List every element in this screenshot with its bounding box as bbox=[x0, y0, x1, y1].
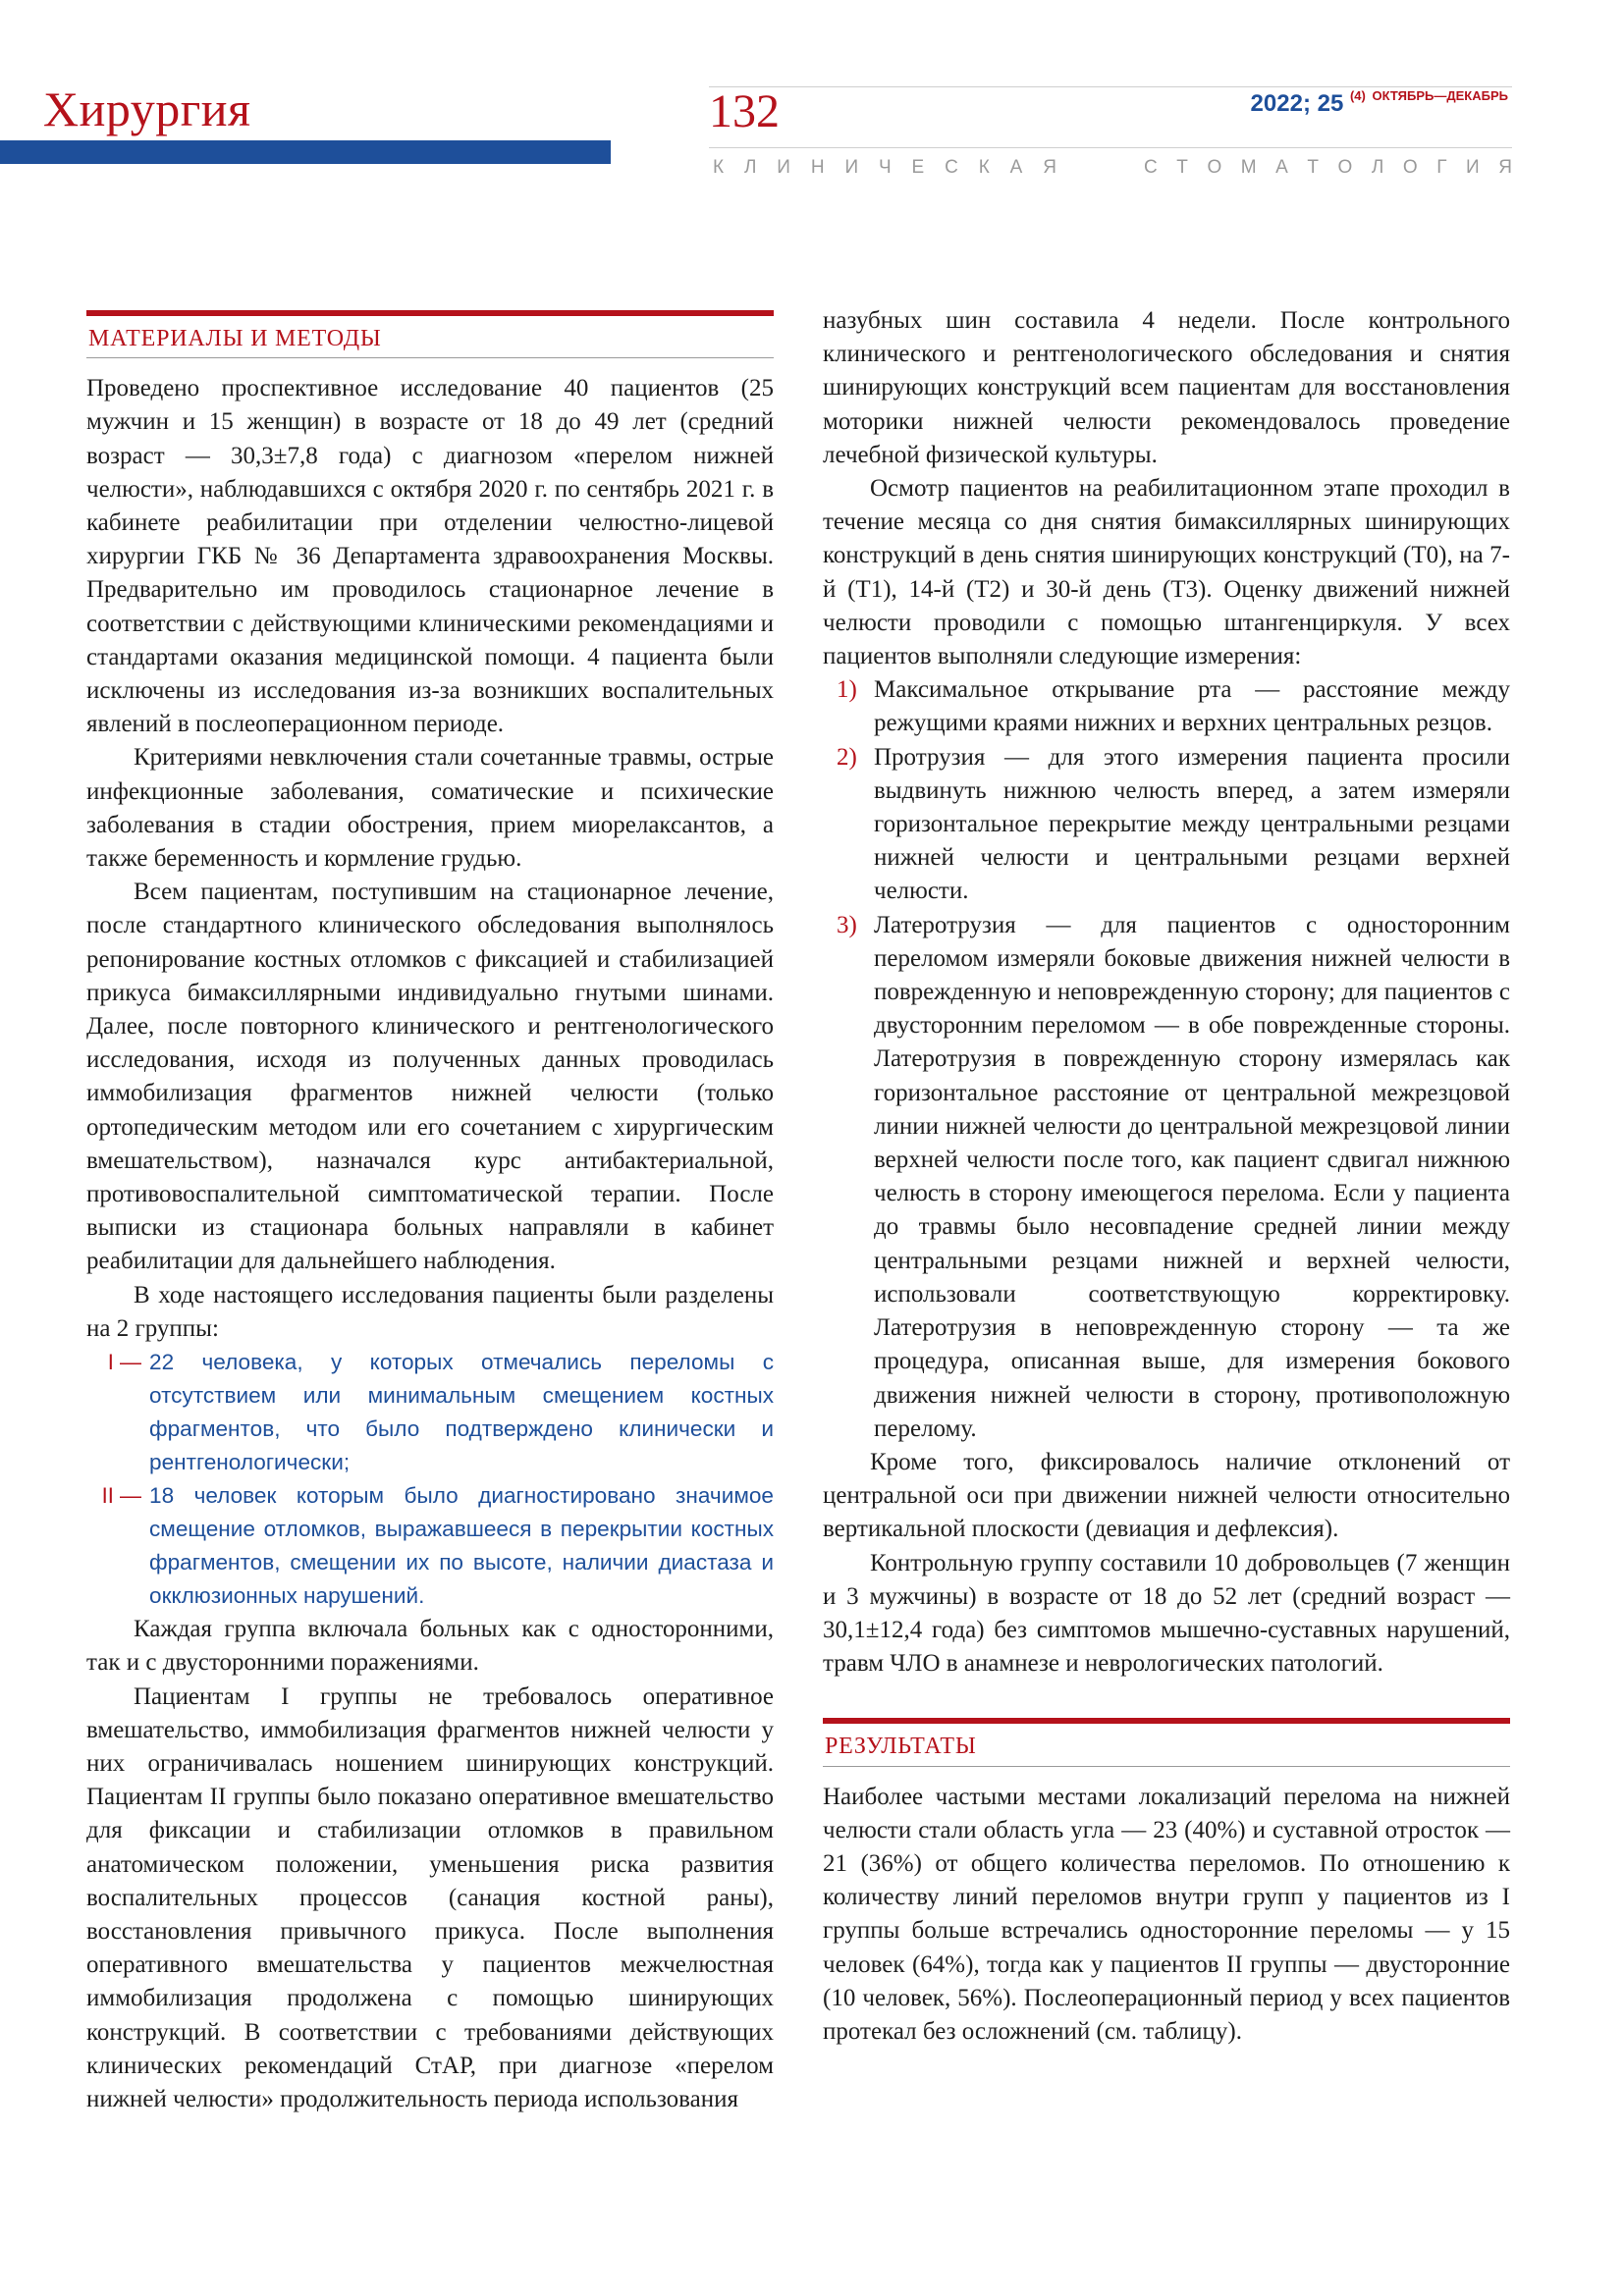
journal-letter: Л bbox=[743, 157, 757, 178]
group-number: II — bbox=[101, 1483, 141, 1509]
paragraph: Контрольную группу составили 10 добровольцев (7 женщин и 3 мужчины) в возрасте от 18 до 52 лет (средний возраст — 30,1±12,4 года) без симптомов мышечно-суставных нарушений, травм ЧЛО в анамнезе и неврологических патологий. bbox=[823, 1549, 1510, 1678]
journal-letter: О bbox=[1207, 157, 1222, 178]
journal-letter: О bbox=[1337, 157, 1353, 178]
journal-letter: И bbox=[1466, 157, 1480, 178]
paragraph: Каждая группа включала больных как с односторонними, так и с двусторонними поражениями. bbox=[86, 1616, 774, 1677]
issue-info bbox=[1251, 90, 1508, 118]
paragraph: Критериями невключения стали сочетанные травмы, острые инфекционные заболевания, соматические и психические заболевания в стадии обострения, прием миорелаксантов, а также беременность и кормление грудью. bbox=[86, 744, 774, 873]
results-section-header bbox=[823, 1718, 1510, 1766]
section-color-bar bbox=[0, 140, 611, 164]
journal-letter: Т bbox=[1307, 157, 1319, 178]
methods-heading: МАТЕРИАЛЫ И МЕТОДЫ bbox=[88, 326, 382, 351]
journal-letter: К bbox=[713, 157, 725, 178]
section-title: Хирургия bbox=[43, 81, 251, 136]
group-item bbox=[86, 1346, 774, 1479]
journal-letter: А bbox=[1009, 157, 1023, 178]
journal-letter: Л bbox=[1371, 157, 1384, 178]
paragraph: Наиболее частыми местами локализаций перелома на нижней челюсти стали область угла — 23 (40%) и суставной отросток — 21 (36%) от общего количества переломов. По отношению к количеству линий переломов внутри групп у пациентов из I группы больше встречались односторонние переломы — у 15 человек (64%), тогда как у пациентов II группы — двусторонние (10 человек, 56%). Послеоперационный период у всех пациентов протекал без осложнений (см. таблицу). bbox=[823, 1783, 1510, 2045]
issue-year-volume: 2022; 25 bbox=[1250, 90, 1344, 117]
paragraph: назубных шин составила 4 недели. После контрольного клинического и рентгенологического обследования и снятия шинирующих конструкций всем пациентам для восстановления моторики нижней челюсти рекомендовалось проведение лечебной физической культуры. bbox=[823, 307, 1510, 468]
paragraph: Пациентам I группы не требовалось оперативное вмешательство, иммобилизация фрагментов нижней челюсти у них ограничивалась ношением шинирующих конструкций. Пациентам II группы было показано оперативное вмешательство для фиксации и стабилизации отломков в правильном анатомическом положении, уменьшения риска развития воспалительных процессов (санация костной раны), восстановления привычного прикуса. После выполнения оперативного вмешательства у пациентов межчелюстная иммобилизация продолжена с помощью шинирующих конструкций. В соответствии с требованиями действующих клинических рекомендаций СтАР, при диагнозе «перелом нижней челюсти» продолжительность периода использования bbox=[86, 1682, 774, 2112]
header-rule-bottom bbox=[709, 147, 1512, 148]
measurement-item bbox=[823, 673, 1510, 740]
journal-letter: М bbox=[1240, 157, 1257, 178]
journal-letter: С bbox=[945, 157, 958, 178]
measurement-item bbox=[823, 909, 1510, 1446]
journal-letter: Е bbox=[911, 157, 925, 178]
journal-letter: Ч bbox=[878, 157, 892, 178]
measurement-text: Максимальное открывание рта — расстояние между режущими краями нижних и верхних центральных резцов. bbox=[874, 676, 1510, 737]
left-column bbox=[86, 310, 774, 2116]
journal-letter: Н bbox=[810, 157, 825, 178]
page-number: 132 bbox=[709, 85, 780, 137]
journal-letter: Г bbox=[1436, 157, 1447, 178]
journal-letter: И bbox=[777, 157, 790, 178]
issue-number: (4) bbox=[1349, 88, 1366, 103]
issue-period: ОКТЯБРЬ—ДЕКАБРЬ bbox=[1372, 88, 1508, 103]
section-rule-bottom bbox=[823, 1766, 1510, 1767]
methods-section-header bbox=[86, 310, 774, 358]
header-rule-top bbox=[709, 86, 1512, 87]
journal-word-1 bbox=[713, 157, 1056, 179]
measurement-text: Латеротрузия — для пациентов с односторонним переломом измеряли боковые движения нижней челюсти в поврежденную и неповрежденную сторону; для пациентов с двусторонним переломом — в обе поврежденные стороны. Латеротрузия в поврежденную сторону измерялась как горизонтальное расстояние от центральной межрезцовой линии нижней челюсти до центральной межрезцовой линии верхней челюсти после того, как пациент сдвигал нижнюю челюсть в сторону имеющегося перелома. Если у пациента до травмы было несовпадение средней линии между центральными резцами нижней и верхней челюсти, использовали соответствующую корректировку. Латеротрузия в неповрежденную сторону — та же процедура, описанная выше, для измерения бокового движения нижней челюсти в сторону, противоположную перелому. bbox=[874, 911, 1510, 1442]
measurement-item bbox=[823, 741, 1510, 909]
journal-letter: К bbox=[978, 157, 990, 178]
group-number: I — bbox=[107, 1350, 141, 1375]
paragraph: Всем пациентам, поступившим на стационарное лечение, после стандартного клинического обследования выполнялось репонирование костных отломков с фиксацией и стабилизацией прикуса бимаксиллярными индивидуально гнутыми шинами. Далее, после повторного клинического и рентгенологического исследования, исходя из полученных данных проводилась иммобилизация фрагментов нижней челюсти (только ортопедическим методом или его сочетанием с хирургическим вмешательством), назначался курс антибактериальной, противовоспалительной симптоматической терапии. После выписки из стационара больных направляли в кабинет реабилитации для дальнейшего наблюдения. bbox=[86, 879, 774, 1275]
results-heading: РЕЗУЛЬТАТЫ bbox=[825, 1734, 977, 1760]
measurement-text: Протрузия — для этого измерения пациента просили выдвинуть нижнюю челюсть вперед, а затем измеряли горизонтальное перекрытие между центральными резцами нижней челюсти и центральными резцами верхней челюсти. bbox=[874, 743, 1510, 905]
group-item bbox=[86, 1479, 774, 1613]
journal-letter: Я bbox=[1043, 157, 1056, 178]
group-text: 18 человек которым было диагностировано значимое смещение отломков, выражавшееся в перекрытии костных фрагментов, смещении их по высоте, наличии диастаза и окклюзионных нарушений. bbox=[149, 1483, 774, 1609]
journal-letter: И bbox=[844, 157, 859, 178]
measurement-number: 2) bbox=[837, 743, 857, 771]
paragraph: Осмотр пациентов на реабилитационном этапе проходил в течение месяца со дня снятия бимаксиллярных шинирующих конструкций в день снятия шинирующих конструкций (T0), на 7-й (T1), 14-й (T2) и 30-й день (T3). Оценку движений нижней челюсти проводили с помощью штангенциркуля. У всех пациентов выполняли следующие измерения: bbox=[823, 475, 1510, 670]
journal-word-2 bbox=[1144, 157, 1512, 179]
journal-letter: А bbox=[1275, 157, 1288, 178]
measurement-number: 3) bbox=[837, 911, 857, 938]
paragraph: Проведено проспективное исследование 40 пациентов (25 мужчин и 15 женщин) в возрасте от 18 до 49 лет (средний возраст — 30,3±7,8 года) с диагнозом «перелом нижней челюсти», наблюдавшихся с октября 2020 г. по сентябрь 2021 г. в кабинете реабилитации при отделении челюстно-лицевой хирургии ГКБ № 36 Департамента здравоохранения Москвы. Предварительно им проводилось стационарное лечение в соответствии с действующими клиническими рекомендациями и стандартами оказания медицинской помощи. 4 пациента были исключены из исследования из-за возникших воспалительных явлений в послеоперационном периоде. bbox=[86, 375, 774, 738]
measurement-number: 1) bbox=[837, 676, 857, 704]
right-column bbox=[823, 304, 1510, 2049]
paragraph: В ходе настоящего исследования пациенты были разделены на 2 группы: bbox=[86, 1281, 774, 1342]
section-rule-bottom bbox=[86, 357, 774, 358]
journal-letter: С bbox=[1144, 157, 1158, 178]
journal-letter: Я bbox=[1498, 157, 1512, 178]
journal-title bbox=[713, 157, 1512, 179]
group-text: 22 человека, у которых отмечались переломы с отсутствием или минимальным смещением костных фрагментов, что было подтверждено клинически и рентгенологически; bbox=[149, 1350, 774, 1475]
journal-letter: О bbox=[1402, 157, 1418, 178]
paragraph: Кроме того, фиксировалось наличие отклонений от центральной оси при движении нижней челюсти относительно вертикальной плоскости (девиация и дефлексия). bbox=[823, 1448, 1510, 1543]
journal-letter: Т bbox=[1176, 157, 1188, 178]
